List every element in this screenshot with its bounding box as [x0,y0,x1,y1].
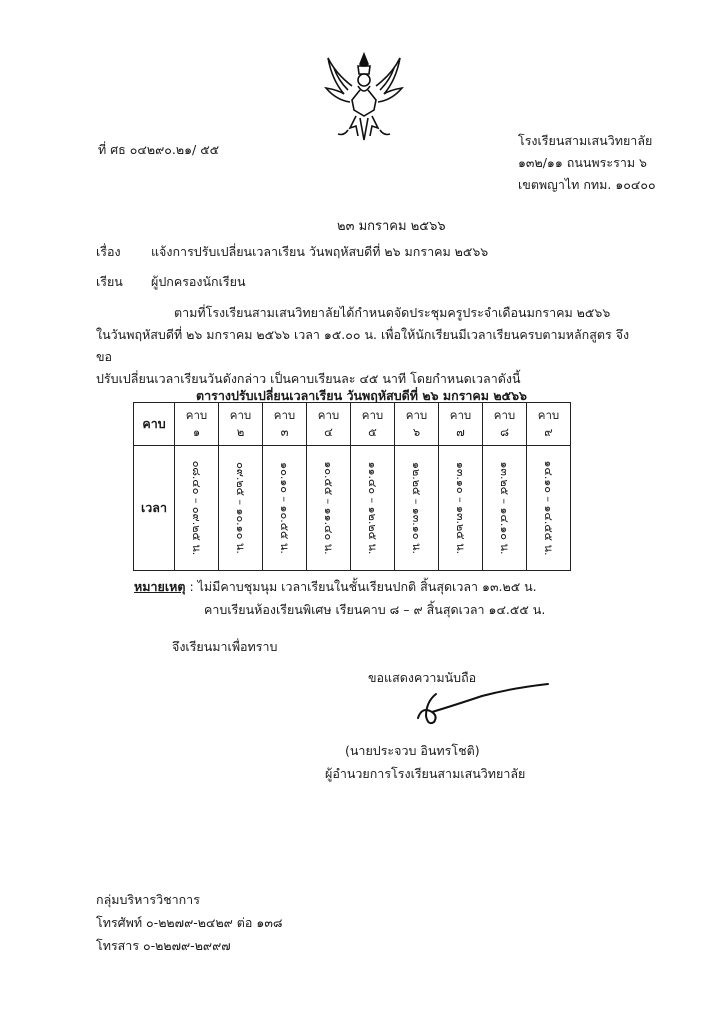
signature-icon [412,676,552,728]
closing-inform: จึงเรียนมาเพื่อทราบ [172,639,278,654]
school-address-line1: ๑๓๒/๑๑ ถนนพระราม ๖ [518,155,647,170]
time-cell [351,446,395,571]
period-cell [263,403,307,446]
garuda-emblem-icon [322,50,406,142]
signer-title: ผู้อำนวยการโรงเรียนสามเสนวิทยาลัย [325,766,526,781]
body-line-3: ปรับเปลี่ยนเวลาเรียนวันดังกล่าว เป็นคาบเรียนละ ๔๕ นาที โดยกำหนดเวลาดังนี้ [96,371,521,386]
reference-number: ที่ ศธ ๐๔๒๙๐.๒๑/ ๕๕ [98,142,220,157]
period-number: ๑ [192,425,201,439]
period-header-row [134,403,571,446]
period-label: คาบ [229,408,252,422]
time-range: ๑๔.๑๐ – ๑๔.๕๕ น. [541,460,555,556]
recipient-text: ผู้ปกครองนักเรียน [151,274,246,289]
period-number: ๒ [236,425,245,439]
time-cell [219,446,263,571]
period-label: คาบ [273,408,296,422]
period-label: คาบ [493,408,516,422]
period-number: ๖ [412,425,421,439]
time-cell [439,446,483,571]
recipient-label: เรียน [96,274,123,289]
document-date: ๒๓ มกราคม ๒๕๖๖ [337,219,446,234]
period-cell [307,403,351,446]
body-line-2: ในวันพฤหัสบดีที่ ๒๖ มกราคม ๒๕๖๖ เวลา ๑๕.๐๐ น. เพื่อให้นักเรียนมีเวลาเรียนครบตามหลักสูตร จึงขอ [96,327,630,364]
time-range: ๑๐.๑๐ – ๑๐.๕๕ น. [277,462,291,554]
time-cell [395,446,439,571]
footer-phone: โทรศัพท์ ๐-๒๒๗๙-๒๔๒๙ ต่อ ๑๓๘ [96,915,283,930]
time-cell [263,446,307,571]
time-header-cell: เวลา [134,446,175,571]
footer-department: กลุ่มบริหารวิชาการ [96,892,200,907]
period-label: คาบ [361,408,384,422]
period-number: ๙ [544,425,553,439]
time-cell [307,446,351,571]
time-range: ๑๑.๔๐ – ๑๒.๒๕ น. [365,461,379,555]
time-cell [483,446,527,571]
period-label: คาบ [317,408,340,422]
note-line-2: คาบเรียนห้องเรียนพิเศษ เรียนคาบ ๘ – ๙ สิ้นสุดเวลา ๑๔.๕๕ น. [204,602,546,617]
school-name: โรงเรียนสามเสนวิทยาลัย [518,133,653,148]
school-address-line2: เขตพญาไท กทม. ๑๐๔๐๐ [518,177,656,192]
subject-text: แจ้งการปรับเปลี่ยนเวลาเรียน วันพฤหัสบดีที่ ๒๖ มกราคม ๒๕๖๖ [151,244,489,259]
time-range: ๑๓.๑๐ – ๑๓.๒๕ น. [453,461,467,555]
period-cell [395,403,439,446]
period-label: คาบ [185,408,208,422]
subject-label: เรื่อง [96,244,121,259]
schedule-title: ตารางปรับเปลี่ยนเวลาเรียน วันพฤหัสบดีที่ ๒๖ มกราคม ๒๕๖๖ [196,388,527,403]
note-label: หมายเหตุ [134,579,186,594]
note-text-1: : ไม่มีคาบชุมนุม เวลาเรียนในชั้นเรียนปกติ สิ้นสุดเวลา ๑๓.๒๕ น. [189,579,537,594]
period-label: คาบ [537,408,560,422]
body-line-1: ตามที่โรงเรียนสามเสนวิทยาลัยได้กำหนดจัดประชุมครูประจำเดือนมกราคม ๒๕๖๖ [174,305,611,320]
period-header-cell: คาบ [134,403,175,446]
note-line-1 [134,576,537,598]
period-cell [175,403,219,446]
footer-fax: โทรสาร ๐-๒๒๗๙-๒๙๙๗ [96,938,231,953]
period-label: คาบ [405,408,428,422]
period-cell [219,403,263,446]
period-cell [351,403,395,446]
period-number: ๔ [324,425,333,439]
schedule-table [133,402,571,571]
body-paragraph [96,302,636,390]
signer-name: (นายประจวบ อินทรโชติ) [345,743,480,758]
period-cell [483,403,527,446]
period-number: ๗ [456,425,465,439]
time-range: ๑๐.๕๕ – ๑๑.๔๐ น. [321,461,335,555]
period-number: ๓ [280,425,289,439]
time-range: ๐๘.๔๐ – ๐๙.๒๕ น. [189,460,203,556]
time-row [134,446,571,571]
period-number: ๕ [368,425,377,439]
time-range: ๐๙.๒๕ – ๑๐.๑๐ น. [233,462,247,554]
time-range: ๑๒.๒๕ – ๑๓.๑๐ น. [409,461,423,555]
period-cell [439,403,483,446]
closing-regards: ขอแสดงความนับถือ [368,670,477,685]
period-cell [527,403,571,446]
time-cell [527,446,571,571]
period-label: คาบ [449,408,472,422]
time-cell [175,446,219,571]
time-range: ๑๓.๒๕ – ๑๔.๑๐ น. [497,461,511,555]
period-number: ๘ [500,425,509,439]
